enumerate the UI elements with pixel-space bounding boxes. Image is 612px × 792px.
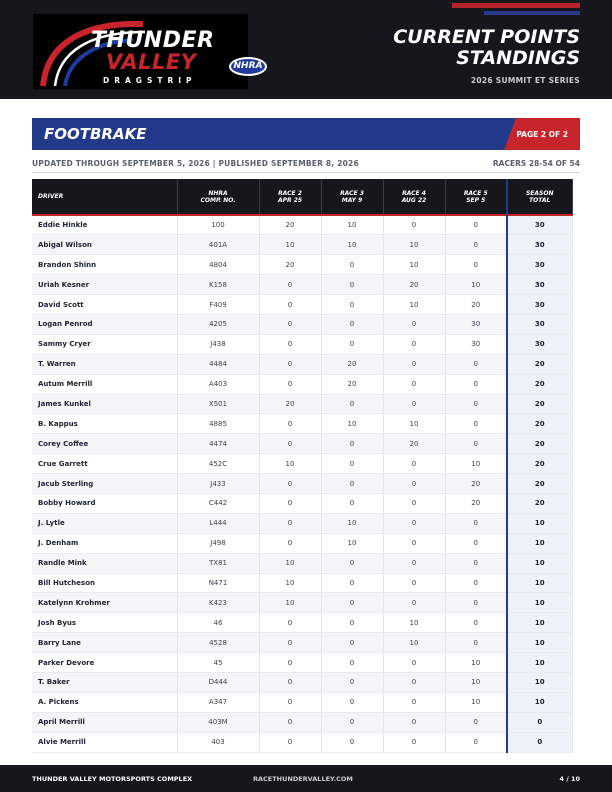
- table-row: [32, 672, 572, 692]
- race-points-cell: 0: [445, 633, 507, 653]
- race-points-cell: 0: [383, 354, 445, 374]
- table-row: [32, 295, 572, 315]
- season-total-cell: 20: [507, 474, 572, 494]
- driver-name-cell: Bill Hutcheson: [32, 573, 177, 593]
- driver-name-cell: Barry Lane: [32, 633, 177, 653]
- comp-number-cell: 452C: [177, 454, 259, 474]
- race-points-cell: 0: [321, 573, 383, 593]
- season-total-cell: 20: [507, 434, 572, 454]
- season-total-cell: 0: [507, 712, 572, 732]
- race-points-cell: 0: [445, 434, 507, 454]
- race-points-cell: 0: [321, 732, 383, 752]
- race-points-cell: 0: [383, 573, 445, 593]
- column-header-line2: COMP. NO.: [200, 196, 236, 204]
- season-total-cell: 10: [507, 533, 572, 553]
- comp-number-cell: L444: [177, 513, 259, 533]
- race-points-cell: 0: [445, 732, 507, 752]
- driver-name-cell: A. Pickens: [32, 692, 177, 712]
- race-points-cell: 10: [259, 573, 321, 593]
- race-points-cell: 0: [321, 553, 383, 573]
- season-total-cell: 10: [507, 613, 572, 633]
- race-points-cell: 0: [321, 692, 383, 712]
- race-points-cell: 30: [445, 334, 507, 354]
- table-row: [32, 215, 572, 235]
- driver-name-cell: J. Denham: [32, 533, 177, 553]
- race-points-cell: 0: [445, 593, 507, 613]
- footer-page-number: 4 / 10: [559, 775, 580, 783]
- driver-name-cell: April Merrill: [32, 712, 177, 732]
- comp-number-cell: J438: [177, 334, 259, 354]
- driver-name-cell: Randle Mink: [32, 553, 177, 573]
- race-points-cell: 0: [445, 354, 507, 374]
- race-points-cell: 10: [321, 215, 383, 235]
- comp-number-cell: 46: [177, 613, 259, 633]
- driver-name-cell: Autum Merrill: [32, 374, 177, 394]
- driver-name-cell: Uriah Kesner: [32, 275, 177, 295]
- nhra-badge: NHRA: [229, 57, 267, 76]
- race-points-cell: 0: [445, 255, 507, 275]
- season-total-cell: 20: [507, 454, 572, 474]
- updated-line: UPDATED THROUGH SEPTEMBER 5, 2026 | PUBLISHED SEPTEMBER 8, 2026: [32, 159, 359, 168]
- race-points-cell: 10: [259, 235, 321, 255]
- race-points-cell: 10: [259, 454, 321, 474]
- race-points-cell: 0: [259, 613, 321, 633]
- race-points-cell: 0: [259, 653, 321, 673]
- race-points-cell: 0: [321, 613, 383, 633]
- race-points-cell: 0: [259, 672, 321, 692]
- column-header-line1: RACE 5: [463, 189, 488, 197]
- race-points-cell: 0: [321, 633, 383, 653]
- race-points-cell: 0: [259, 474, 321, 494]
- race-points-cell: 20: [321, 374, 383, 394]
- race-points-cell: 0: [321, 593, 383, 613]
- race-points-cell: 0: [259, 354, 321, 374]
- race-points-cell: 0: [259, 732, 321, 752]
- table-row: [32, 533, 572, 553]
- column-header: [321, 179, 383, 215]
- race-points-cell: 0: [259, 633, 321, 653]
- class-title: FOOTBRAKE: [44, 125, 147, 143]
- comp-number-cell: TX81: [177, 553, 259, 573]
- header-band: [0, 0, 612, 99]
- race-points-cell: 0: [321, 474, 383, 494]
- table-row: [32, 692, 572, 712]
- logo-subtitle: DRAGSTRIP: [103, 76, 197, 85]
- driver-name-cell: Abigal Wilson: [32, 235, 177, 255]
- race-points-cell: 0: [321, 275, 383, 295]
- race-points-cell: 20: [445, 295, 507, 315]
- column-header-line2: MAY 9: [341, 196, 363, 204]
- table-row: [32, 354, 572, 374]
- driver-name-cell: Crue Garrett: [32, 454, 177, 474]
- comp-number-cell: F409: [177, 295, 259, 315]
- comp-number-cell: A403: [177, 374, 259, 394]
- race-points-cell: 0: [259, 692, 321, 712]
- table-row: [32, 633, 572, 653]
- race-points-cell: 20: [383, 275, 445, 295]
- race-points-cell: 0: [259, 493, 321, 513]
- comp-number-cell: A347: [177, 692, 259, 712]
- comp-number-cell: K423: [177, 593, 259, 613]
- table-row: [32, 613, 572, 633]
- footer: [0, 765, 612, 792]
- race-points-cell: 0: [445, 553, 507, 573]
- driver-name-cell: Jacub Sterling: [32, 474, 177, 494]
- season-total-cell: 10: [507, 633, 572, 653]
- race-points-cell: 0: [445, 613, 507, 633]
- race-points-cell: 0: [321, 255, 383, 275]
- season-total-cell: 30: [507, 255, 572, 275]
- season-total-cell: 10: [507, 513, 572, 533]
- race-points-cell: 20: [445, 474, 507, 494]
- race-points-cell: 10: [321, 414, 383, 434]
- series-label: 2026 SUMMIT ET SERIES: [470, 76, 580, 85]
- footer-venue: THUNDER VALLEY MOTORSPORTS COMPLEX: [32, 775, 193, 783]
- table-row: [32, 493, 572, 513]
- race-points-cell: 0: [321, 653, 383, 673]
- column-header-line1: NHRA: [208, 189, 228, 197]
- table-row: [32, 414, 572, 434]
- driver-name-cell: Brandon Shinn: [32, 255, 177, 275]
- race-points-cell: 0: [383, 692, 445, 712]
- comp-number-cell: C442: [177, 493, 259, 513]
- race-points-cell: 0: [383, 513, 445, 533]
- race-points-cell: 0: [259, 434, 321, 454]
- race-points-cell: 0: [383, 454, 445, 474]
- race-points-cell: 0: [445, 394, 507, 414]
- table-row: [32, 712, 572, 732]
- table-row: [32, 314, 572, 334]
- race-points-cell: 0: [383, 314, 445, 334]
- season-total-cell: 10: [507, 553, 572, 573]
- race-points-cell: 0: [383, 474, 445, 494]
- race-points-cell: 0: [321, 314, 383, 334]
- season-total-cell: 10: [507, 692, 572, 712]
- driver-name-cell: Corey Coffee: [32, 434, 177, 454]
- race-points-cell: 30: [445, 314, 507, 334]
- comp-number-cell: 401A: [177, 235, 259, 255]
- race-points-cell: 20: [445, 493, 507, 513]
- comp-number-cell: 4804: [177, 255, 259, 275]
- standings-table: [32, 179, 573, 753]
- race-points-cell: 0: [383, 712, 445, 732]
- driver-name-cell: B. Kappus: [32, 414, 177, 434]
- column-header: [259, 179, 321, 215]
- logo-wordmark-bottom: VALLEY: [106, 50, 197, 74]
- table-row: [32, 334, 572, 354]
- race-points-cell: 20: [259, 255, 321, 275]
- driver-name-cell: James Kunkel: [32, 394, 177, 414]
- column-header: [445, 179, 507, 215]
- driver-name-cell: Alvie Merrill: [32, 732, 177, 752]
- divider: [32, 172, 580, 173]
- race-points-cell: 10: [383, 613, 445, 633]
- race-points-cell: 20: [321, 354, 383, 374]
- race-points-cell: 10: [445, 275, 507, 295]
- season-total-cell: 10: [507, 573, 572, 593]
- race-points-cell: 10: [321, 513, 383, 533]
- table-row: [32, 573, 572, 593]
- column-header: [507, 179, 572, 215]
- race-points-cell: 0: [259, 533, 321, 553]
- race-points-cell: 10: [259, 593, 321, 613]
- season-total-cell: 30: [507, 275, 572, 295]
- race-points-cell: 0: [321, 454, 383, 474]
- race-points-cell: 10: [383, 633, 445, 653]
- race-points-cell: 20: [383, 434, 445, 454]
- season-total-cell: 30: [507, 295, 572, 315]
- race-points-cell: 0: [445, 573, 507, 593]
- driver-name-cell: T. Warren: [32, 354, 177, 374]
- race-points-cell: 0: [445, 414, 507, 434]
- race-points-cell: 0: [321, 672, 383, 692]
- comp-number-cell: 4205: [177, 314, 259, 334]
- race-points-cell: 0: [259, 334, 321, 354]
- race-points-cell: 10: [383, 295, 445, 315]
- race-points-cell: 10: [321, 235, 383, 255]
- header-red-stripe: [452, 3, 580, 8]
- race-points-cell: 10: [445, 692, 507, 712]
- column-header-line1: RACE 3: [340, 189, 364, 197]
- race-points-cell: 0: [321, 334, 383, 354]
- table-body: [32, 215, 572, 752]
- race-points-cell: 0: [321, 712, 383, 732]
- race-points-cell: 0: [383, 334, 445, 354]
- season-total-cell: 20: [507, 374, 572, 394]
- race-points-cell: 10: [383, 255, 445, 275]
- driver-name-cell: Katelynn Krohmer: [32, 593, 177, 613]
- race-points-cell: 0: [445, 513, 507, 533]
- column-header-line2: TOTAL: [529, 196, 551, 204]
- column-header-line1: SEASON: [525, 189, 554, 197]
- race-points-cell: 0: [383, 374, 445, 394]
- season-total-cell: 10: [507, 653, 572, 673]
- table-row: [32, 434, 572, 454]
- race-points-cell: 0: [383, 672, 445, 692]
- thunder-valley-logo: [33, 14, 263, 89]
- table-row: [32, 474, 572, 494]
- race-points-cell: 0: [383, 493, 445, 513]
- footer-website-link[interactable]: RACETHUNDERVALLEY.COM: [253, 775, 353, 783]
- page-title-line1: CURRENT POINTS: [393, 26, 580, 48]
- race-points-cell: 10: [383, 414, 445, 434]
- race-points-cell: 10: [445, 672, 507, 692]
- race-points-cell: 0: [383, 533, 445, 553]
- race-points-cell: 0: [445, 235, 507, 255]
- driver-name-cell: David Scott: [32, 295, 177, 315]
- table-row: [32, 255, 572, 275]
- comp-number-cell: 403: [177, 732, 259, 752]
- class-banner: [32, 118, 580, 150]
- driver-name-cell: Eddie Hinkle: [32, 215, 177, 235]
- comp-number-cell: 45: [177, 653, 259, 673]
- table-row: [32, 513, 572, 533]
- driver-name-cell: Parker Devore: [32, 653, 177, 673]
- race-points-cell: 0: [259, 374, 321, 394]
- column-header-line2: APR 25: [277, 196, 303, 204]
- race-points-cell: 0: [383, 593, 445, 613]
- comp-number-cell: 100: [177, 215, 259, 235]
- column-header-line1: RACE 4: [402, 189, 426, 197]
- comp-number-cell: D444: [177, 672, 259, 692]
- driver-name-cell: Sammy Cryer: [32, 334, 177, 354]
- race-points-cell: 0: [259, 712, 321, 732]
- race-points-cell: 0: [383, 553, 445, 573]
- race-points-cell: 0: [445, 533, 507, 553]
- table-row: [32, 394, 572, 414]
- page-title-line2: STANDINGS: [456, 47, 580, 69]
- race-points-cell: 0: [445, 712, 507, 732]
- season-total-cell: 30: [507, 334, 572, 354]
- race-points-cell: 10: [259, 553, 321, 573]
- race-points-cell: 0: [259, 295, 321, 315]
- race-points-cell: 10: [321, 533, 383, 553]
- header-blue-stripe: [484, 11, 580, 15]
- season-total-cell: 10: [507, 672, 572, 692]
- racers-range: RACERS 28-54 OF 54: [492, 159, 580, 168]
- table-row: [32, 275, 572, 295]
- column-header: [177, 179, 259, 215]
- race-points-cell: 0: [445, 215, 507, 235]
- race-points-cell: 20: [259, 394, 321, 414]
- column-header-line2: SEP 5: [466, 196, 486, 204]
- table-row: [32, 593, 572, 613]
- table-header-row: [32, 179, 572, 215]
- comp-number-cell: N471: [177, 573, 259, 593]
- comp-number-cell: K158: [177, 275, 259, 295]
- race-points-cell: 0: [321, 295, 383, 315]
- season-total-cell: 10: [507, 593, 572, 613]
- season-total-cell: 30: [507, 235, 572, 255]
- column-header-line2: AUG 22: [401, 196, 427, 204]
- race-points-cell: 0: [383, 653, 445, 673]
- race-points-cell: 0: [383, 215, 445, 235]
- table-row: [32, 454, 572, 474]
- table-row: [32, 374, 572, 394]
- column-header: [383, 179, 445, 215]
- race-points-cell: 0: [321, 394, 383, 414]
- season-total-cell: 20: [507, 414, 572, 434]
- comp-number-cell: J433: [177, 474, 259, 494]
- table-row: [32, 235, 572, 255]
- race-points-cell: 20: [259, 215, 321, 235]
- comp-number-cell: 4474: [177, 434, 259, 454]
- race-points-cell: 0: [259, 314, 321, 334]
- comp-number-cell: 4484: [177, 354, 259, 374]
- season-total-cell: 0: [507, 732, 572, 752]
- driver-name-cell: T. Baker: [32, 672, 177, 692]
- season-total-cell: 20: [507, 493, 572, 513]
- driver-name-cell: J. Lytle: [32, 513, 177, 533]
- race-points-cell: 10: [383, 235, 445, 255]
- page-indicator: PAGE 2 OF 2: [516, 130, 568, 139]
- race-points-cell: 0: [321, 434, 383, 454]
- comp-number-cell: 4885: [177, 414, 259, 434]
- comp-number-cell: 4528: [177, 633, 259, 653]
- season-total-cell: 30: [507, 215, 572, 235]
- race-points-cell: 0: [445, 374, 507, 394]
- season-total-cell: 30: [507, 314, 572, 334]
- table-row: [32, 553, 572, 573]
- column-header: [32, 179, 177, 215]
- column-header-line1: RACE 2: [278, 189, 302, 197]
- race-points-cell: 0: [383, 732, 445, 752]
- race-points-cell: 0: [259, 275, 321, 295]
- column-header-line1: DRIVER: [38, 193, 64, 200]
- season-total-cell: 20: [507, 394, 572, 414]
- table-row: [32, 653, 572, 673]
- table-row: [32, 732, 572, 752]
- race-points-cell: 0: [321, 493, 383, 513]
- driver-name-cell: Josh Byus: [32, 613, 177, 633]
- season-total-cell: 20: [507, 354, 572, 374]
- race-points-cell: 0: [383, 394, 445, 414]
- comp-number-cell: X501: [177, 394, 259, 414]
- race-points-cell: 0: [259, 414, 321, 434]
- comp-number-cell: 403M: [177, 712, 259, 732]
- race-points-cell: 10: [445, 454, 507, 474]
- driver-name-cell: Bobby Howard: [32, 493, 177, 513]
- race-points-cell: 0: [259, 513, 321, 533]
- comp-number-cell: J498: [177, 533, 259, 553]
- logo-wordmark-top: THUNDER: [91, 28, 215, 53]
- page-title: [393, 27, 580, 69]
- race-points-cell: 10: [445, 653, 507, 673]
- driver-name-cell: Logan Penrod: [32, 314, 177, 334]
